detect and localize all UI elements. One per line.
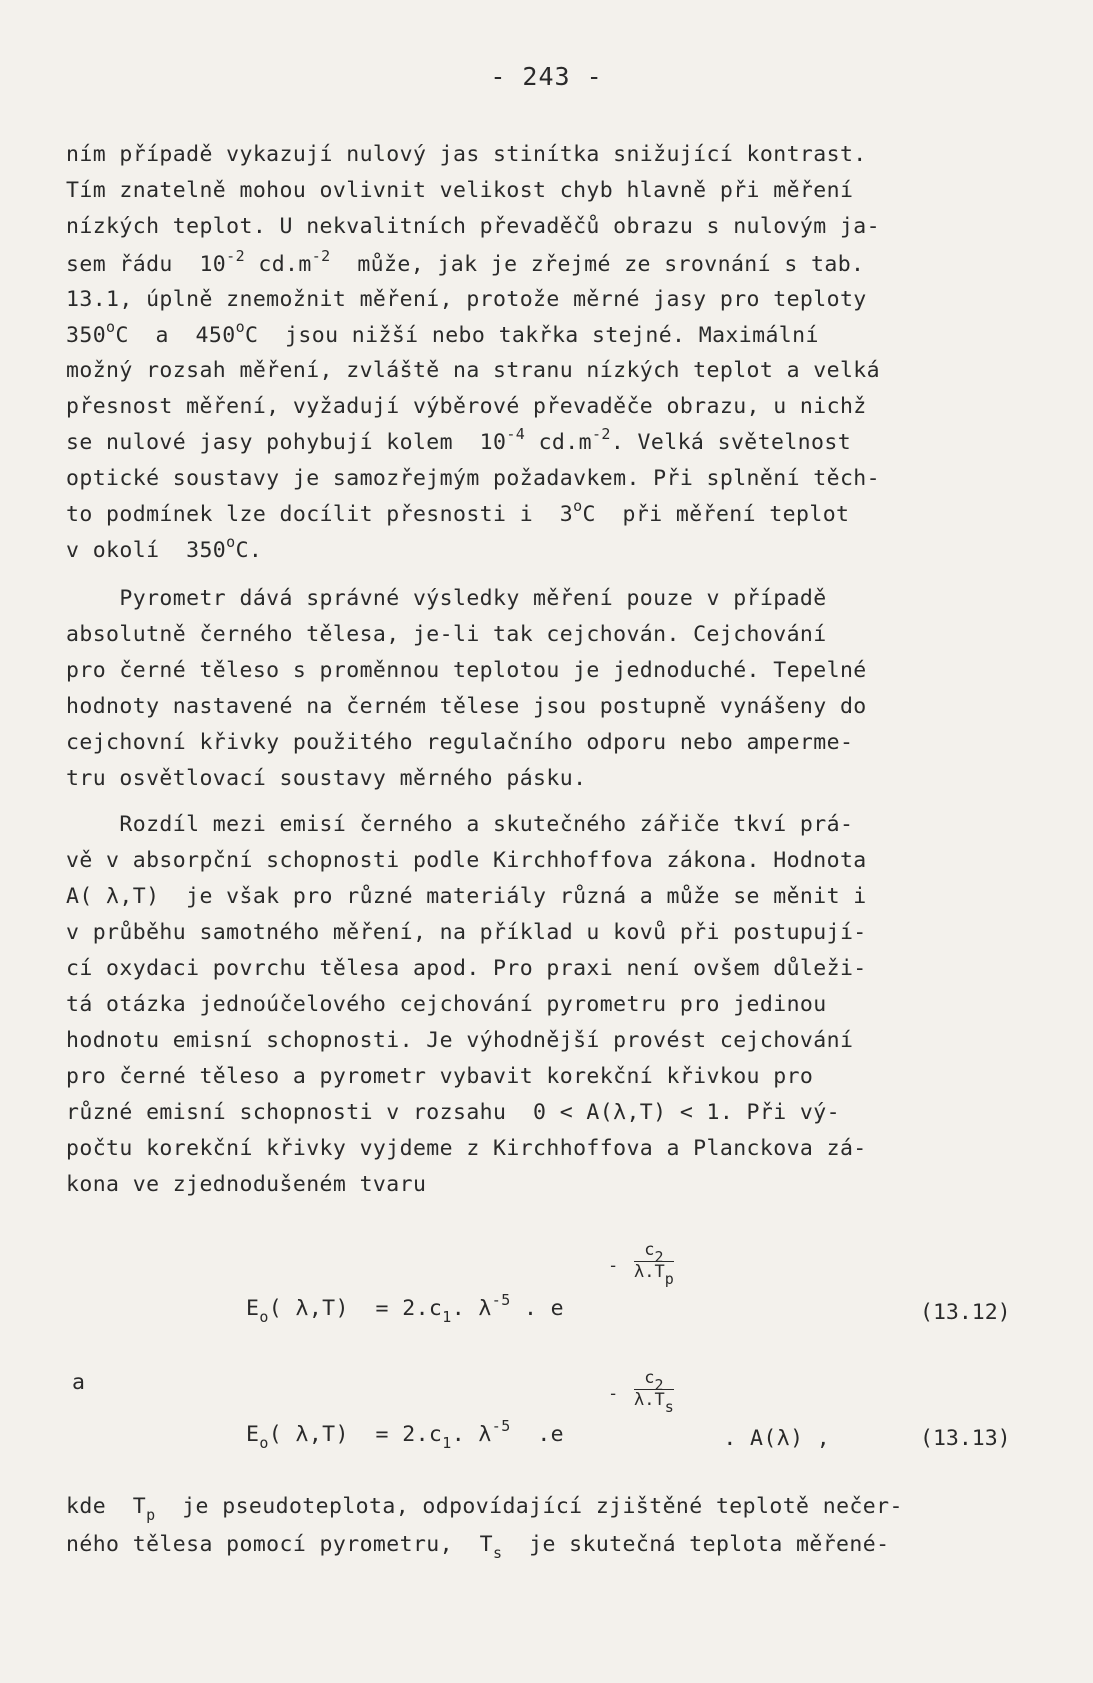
text-line: přesnost měření, vyžadují výběrové převaděče obrazu, u nichž <box>66 394 867 419</box>
text-line: pro černé těleso s proměnnou teplotou je jednoduché. Tepelné <box>66 658 867 683</box>
text-line: hodnotu emisní schopnosti. Je výhodnější provést cejchování <box>66 1028 854 1053</box>
equation-number: (13.12) <box>920 1300 1011 1325</box>
text-line: pro černé těleso a pyrometr vybavit korekční křivkou pro <box>66 1064 814 1089</box>
text-line: A( λ,T) je však pro různé materiály různá a může se měnit i <box>66 884 867 909</box>
text-line: hodnoty nastavené na černém tělese jsou postupně vynášeny do <box>66 694 867 719</box>
text-line: Tím znatelně mohou ovlivnit velikost chyb hlavně při měření <box>66 178 854 203</box>
text-line: to podmínek lze docílit přesnosti i 3$^o$C při měření teplot <box>66 497 850 527</box>
page-number: - 243 - <box>490 62 603 91</box>
text-line: se nulové jasy pohybují kolem $10^{-4}$ $cd.m^{-2}$. Velká světelnost <box>66 425 852 455</box>
text-line: 13.1, úplně znemožnit měření, protože měrné jasy pro teploty <box>66 287 867 312</box>
text-line: v průběhu samotného měření, na příklad u kovů při postupují- <box>66 920 867 945</box>
equation-13-12: $E_o$( $\lambda,T) = 2.c_1$. $\lambda^{-5}$ . e <box>246 1291 565 1326</box>
eq1-exponent-fraction: $\frac{c_2}{\lambda.T_p}$ <box>634 1240 674 1288</box>
eq2-exponent: - <box>608 1384 619 1404</box>
text-line: Rozdíl mezi emisí černého a skutečného zářiče tkví prá- <box>66 812 854 837</box>
text-line: možný rozsah měření, zvláště na stranu nízkých teplot a velká <box>66 358 880 383</box>
text-line: v okolí 350$^o$C. <box>66 533 263 563</box>
text-line: sem řádu $10^{-2}$ $cd.m^{-2}$ může, jak je zřejmé ze srovnání s tab. <box>66 247 865 277</box>
text-line: Pyrometr dává správné výsledky měření pouze v případě <box>66 586 827 611</box>
text-line: absolutně černého tělesa, je-li tak cejchován. Cejchování <box>66 622 827 647</box>
text-line: cejchovní křivky použitého regulačního odporu nebo amperme- <box>66 730 854 755</box>
text-line: cí oxydaci povrchu tělesa apod. Pro praxi není ovšem důleži- <box>66 956 867 981</box>
text-line: ním případě vykazují nulový jas stinítka snižující kontrast. <box>66 142 867 167</box>
text-line: nízkých teplot. U nekvalitních převaděčů obrazu s nulovým ja- <box>66 214 880 239</box>
text-line: vě v absorpční schopnosti podle Kirchhoffova zákona. Hodnota <box>66 848 867 873</box>
text-line: tru osvětlovací soustavy měrného pásku. <box>66 766 587 791</box>
text-line: počtu korekční křivky vyjdeme z Kirchhoffova a Planckova zá- <box>66 1136 867 1161</box>
equation-number: (13.13) <box>920 1426 1011 1451</box>
equation-13-13: $E_o$( $\lambda,T) = 2.c_1$. $\lambda^{-5}$ .e <box>246 1417 565 1452</box>
connector-text: a <box>72 1370 86 1395</box>
text-line: různé emisní schopnosti v rozsahu 0 < A(λ,T) < 1. Při vý- <box>66 1100 840 1125</box>
text-line: optické soustavy je samozřejmým požadavkem. Při splnění těch- <box>66 466 880 491</box>
text-line: ného tělesa pomocí pyrometru, $T_s$ je skutečná teplota měřené- <box>66 1532 890 1562</box>
text-line: tá otázka jednoúčelového cejchování pyrometru pro jedinou <box>66 992 827 1017</box>
text-line: 350$^o$C a 450$^o$C jsou nižší nebo takřka stejné. Maximální <box>66 318 819 348</box>
text-line: kde $T_p$ je pseudoteplota, odpovídající zjištěné teplotě nečer- <box>66 1494 903 1524</box>
eq1-exponent: - <box>608 1256 619 1276</box>
equation-tail: . A(λ) , <box>710 1426 831 1451</box>
eq2-exponent-fraction: $\frac{c_2}{\lambda.T_s}$ <box>634 1368 674 1416</box>
text-line: kona ve zjednodušeném tvaru <box>66 1172 427 1197</box>
